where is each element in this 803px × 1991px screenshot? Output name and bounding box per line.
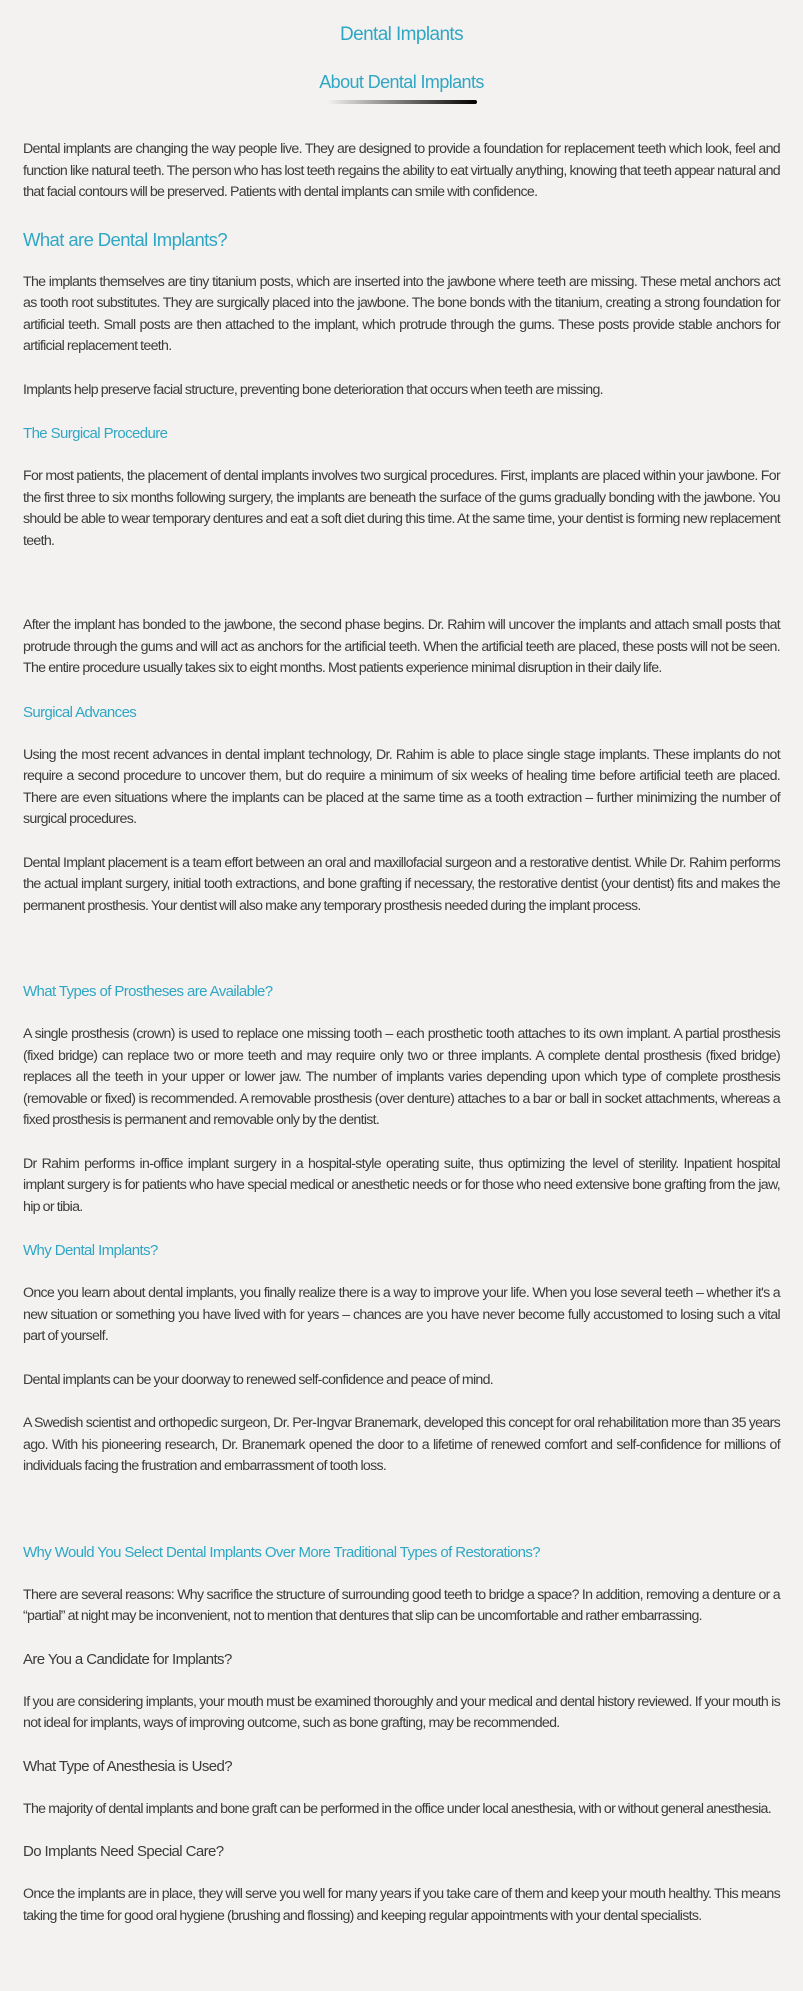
site-title: Dental Implants xyxy=(339,24,463,45)
surgical-heading: The Surgical Procedure xyxy=(23,425,168,442)
what-paragraph-1: The implants themselves are tiny titanium posts, which are inserted into the jawbone where teeth are missing. These metal anchors act as tooth root substitutes. They are surgically placed into the jawbone. The bone bonds with the titanium, creating a strong foundation for artificial teeth. Small posts are then attached to the implant, which protrude through the gums. These posts provide stable anchors for artificial replacement teeth. xyxy=(23,273,780,354)
surgical-paragraph-2: After the implant has bonded to the jawbone, the second phase begins. Dr. Rahim will uncover the implants and attach small posts that protrude through the gums and will act as anchors for the artificial teeth. When the artificial teeth are placed, these posts will not be seen. The entire procedure usually takes six to eight months. Most patients experience minimal disruption in their daily life. xyxy=(23,617,780,676)
select-heading: Why Would You Select Dental Implants Over More Traditional Types of Restorations? xyxy=(23,1543,540,1561)
why-paragraph-3: A Swedish scientist and orthopedic surgeon, Dr. Per-Ingvar Branemark, developed this concept for oral rehabilitation more than 35 years ago. With his pioneering research, Dr. Branemark opened the door to a lifetime of renewed comfort and self-confidence for millions of individuals facing the frustration and embarrassment of tooth loss. xyxy=(23,1415,780,1474)
intro-paragraph: Dental implants are changing the way people live. They are designed to provide a foundation for replacement teeth which look, feel and function like natural teeth. The person who has lost teeth regains the ability to eat virtually anything, knowing that teeth appear natural and that facial contours will be preserved. Patients with dental implants can smile with confidence. xyxy=(23,141,780,200)
surgical-paragraph-1: For most patients, the placement of dental implants involves two surgical procedures. First, implants are placed within your jawbone. For the first three to six months following surgery, the implants are beneath the surface of the gums gradually bonding with the jawbone. You should be able to wear temporary dentures and eat a soft diet during this time. At the same time, your dentist is forming new replacement teeth. xyxy=(23,468,780,549)
prostheses-heading: What Types of Prostheses are Available? xyxy=(23,983,273,1000)
why-paragraph-2: Dental implants can be your doorway to renewed self-confidence and peace of mind. xyxy=(23,1371,494,1388)
why-heading: Why Dental Implants? xyxy=(23,1242,158,1259)
advances-heading: Surgical Advances xyxy=(23,703,137,721)
advances-paragraph-1: Using the most recent advances in dental implant technology, Dr. Rahim is able to place single stage implants. These implants do not require a second procedure to uncover them, but do require a minimum of six weeks of healing time before artificial teeth are placed. There are even situations where the implants can be placed at the same time as a tooth extraction – further minimizing the number of surgical procedures. xyxy=(23,746,780,827)
what-heading: What are Dental Implants? xyxy=(23,228,228,250)
about-title: About Dental Implants xyxy=(319,72,484,92)
care-heading: Do Implants Need Special Care? xyxy=(23,1843,224,1860)
candidate-paragraph: If you are considering implants, your mouth must be examined thoroughly and your medical and dental history reviewed. If your mouth is not ideal for implants, ways of improving outcome, such as bone grafting, may be recommended. xyxy=(23,1693,780,1731)
prostheses-paragraph-2: Dr Rahim performs in-office implant surgery in a hospital-style operating suite, thus optimizing the level of sterility. Inpatient hospital implant surgery is for patients who have special medical or anesthetic needs or for those who need extensive bone grafting from the jaw, hip or tibia. xyxy=(23,1155,780,1215)
anesthesia-heading: What Type of Anesthesia is Used? xyxy=(23,1757,232,1775)
candidate-heading: Are You a Candidate for Implants? xyxy=(23,1650,232,1668)
anesthesia-paragraph: The majority of dental implants and bone graft can be performed in the office under local anesthesia, with or without general anesthesia. xyxy=(23,1800,771,1817)
care-paragraph: Once the implants are in place, they will serve you well for many years if you take care of them and keep your mouth healthy. This means taking the time for good oral hygiene (brushing and flossing) and keeping regular appointments with your dental specialists. xyxy=(23,1886,780,1924)
what-paragraph-2: Implants help preserve facial structure, preventing bone deterioration that occurs when teeth are missing. xyxy=(23,381,603,398)
why-paragraph-1: Once you learn about dental implants, you finally realize there is a way to improve your life. When you lose several teeth – whether it's a new situation or something you have lived with for years – chances are you have never become fully accustomed to losing such a vital part of yourself. xyxy=(23,1285,780,1344)
advances-paragraph-2: Dental Implant placement is a team effort between an oral and maxillofacial surgeon and a restorative dentist. While Dr. Rahim performs the actual implant surgery, initial tooth extractions, and bone grafting if necessary, the restorative dentist (your dentist) fits and makes the permanent prosthesis. Your dentist will also make any temporary prosthesis needed during the implant process. xyxy=(23,854,780,914)
prostheses-paragraph-1: A single prosthesis (crown) is used to replace one missing tooth – each prosthetic tooth attaches to its own implant. A partial prosthesis (fixed bridge) can replace two or more teeth and may require only two or three implants. A complete dental prosthesis (fixed bridge) replaces all the teeth in your upper or lower jaw. The number of implants varies depending upon which type of complete prosthesis (removable or fixed) is recommended. A removable prosthesis (over denture) attaches to a bar or ball in socket attachments, whereas a fixed prosthesis is permanent and removable only by the dentist. xyxy=(23,1026,780,1128)
select-paragraph: There are several reasons: Why sacrifice the structure of surrounding good teeth to bridge a space? In addition, removing a denture or a “partial” at night may be inconvenient, not to mention that dentures that slip can be uncomfortable and rather embarrassing. xyxy=(23,1586,780,1624)
title-underline xyxy=(327,100,477,104)
